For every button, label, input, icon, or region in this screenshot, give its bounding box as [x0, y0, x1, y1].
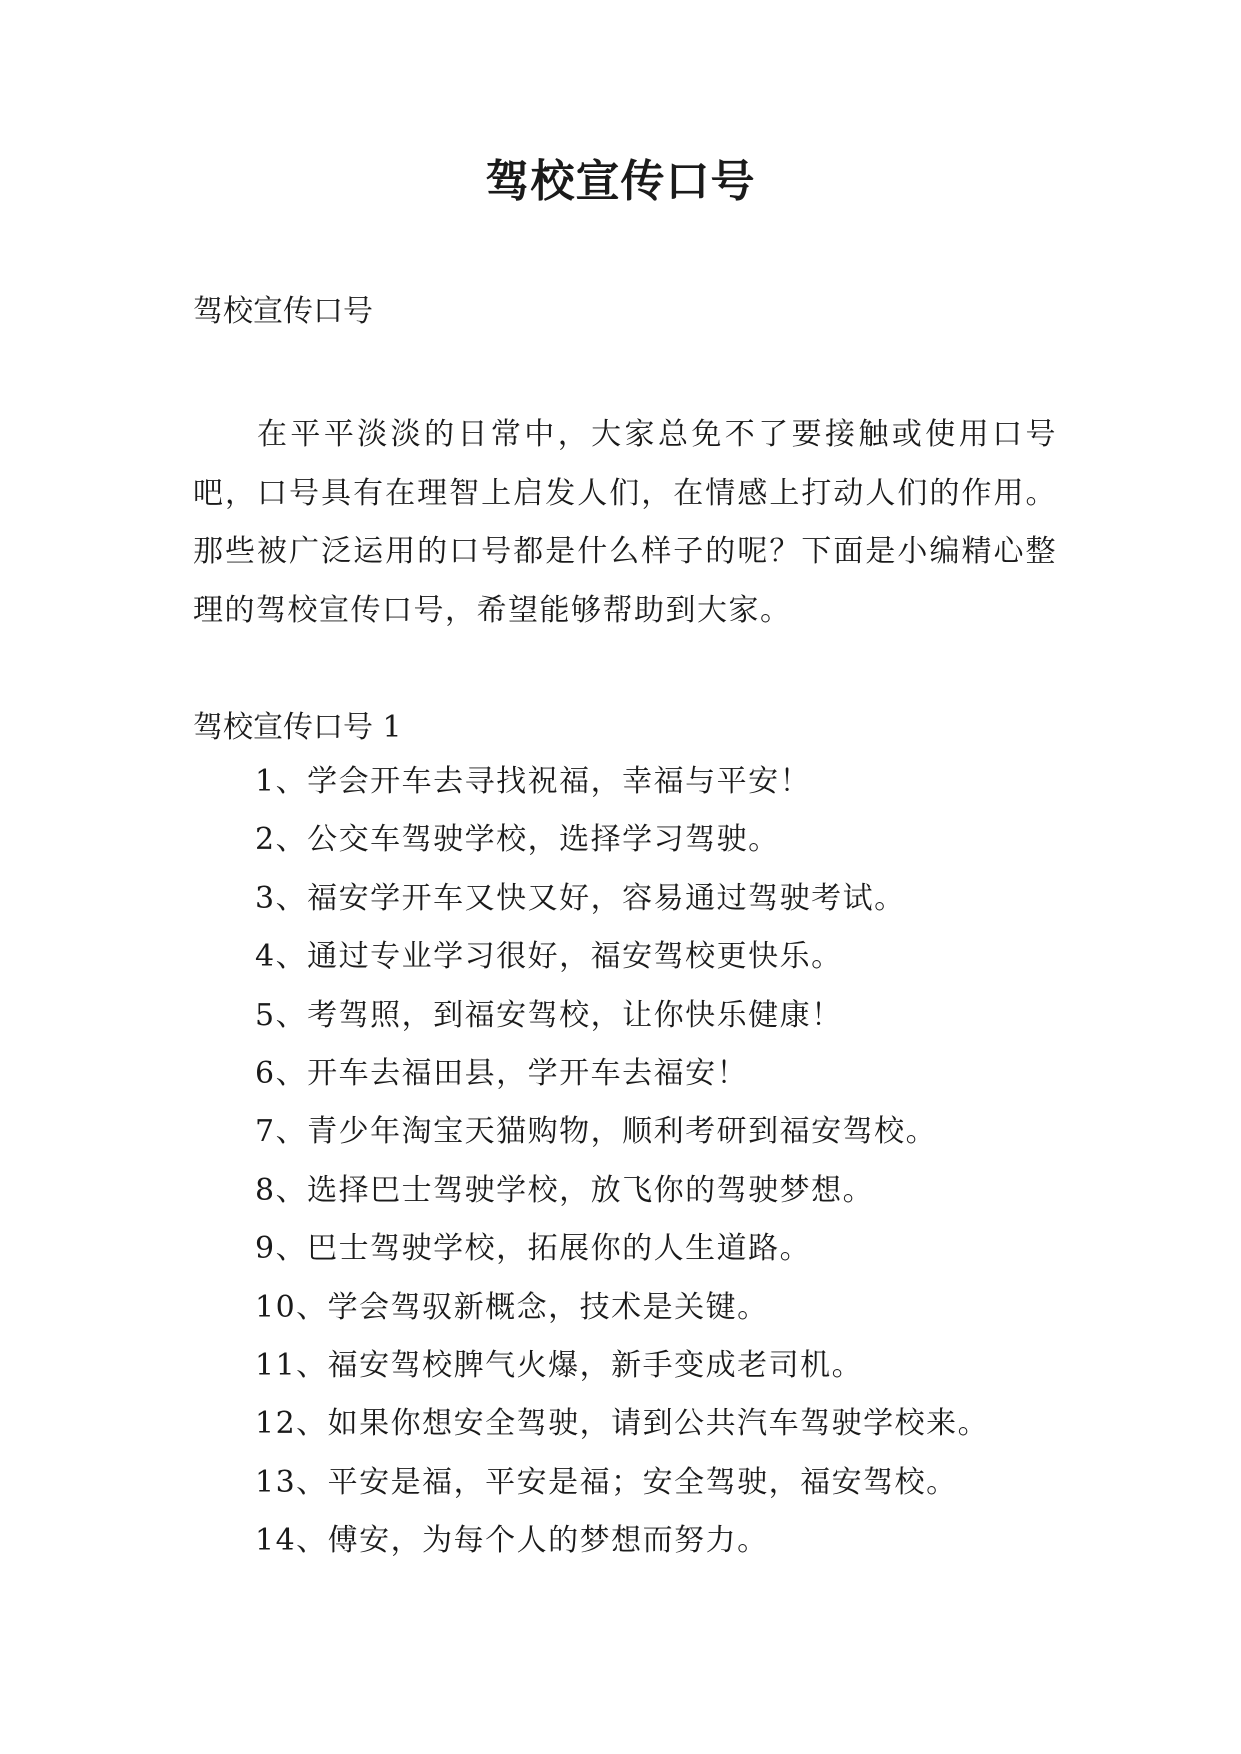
slogan-item: 9、巴士驾驶学校，拓展你的人生道路。	[255, 1231, 812, 1267]
section-heading: 驾校宣传口号 1	[193, 710, 402, 745]
slogan-item: 1、学会开车去寻找祝福，幸福与平安！	[255, 764, 812, 799]
slogan-item: 3、福安学开车又快又好，容易通过驾驶考试。	[255, 880, 906, 916]
slogan-item: 12、如果你想安全驾驶，请到公共汽车驾驶学校来。	[255, 1406, 990, 1442]
slogan-item: 2、公交车驾驶学校，选择学习驾驶。	[255, 822, 780, 858]
document-subtitle: 驾校宣传口号	[193, 294, 373, 329]
intro-paragraph: 在平平淡淡的日常中，大家总免不了要接触或使用口号吧，口号具有在理智上启发人们，在情感上打动人们的作用。那些被广泛运用的口号都是什么样子的呢？下面是小编精心整理的驾校宣传口号，希望能够帮助到大家。	[193, 417, 1057, 628]
document-title: 驾校宣传口号	[485, 156, 756, 207]
slogan-item: 11、福安驾校脾气火爆，新手变成老司机。	[255, 1347, 864, 1383]
slogan-item: 14、傅安，为每个人的梦想而努力。	[255, 1523, 769, 1559]
slogan-item: 6、开车去福田县，学开车去福安！	[255, 1055, 749, 1091]
slogan-item: 7、青少年淘宝天猫购物，顺利考研到福安驾校。	[255, 1114, 938, 1150]
slogan-item: 4、通过专业学习很好，福安驾校更快乐。	[255, 939, 843, 975]
slogan-list	[255, 760, 989, 1577]
slogan-item: 10、学会驾驭新概念，技术是关键。	[255, 1289, 769, 1325]
slogan-item: 8、选择巴士驾驶学校，放飞你的驾驶梦想。	[255, 1172, 875, 1208]
slogan-item: 5、考驾照，到福安驾校，让你快乐健康！	[255, 997, 843, 1033]
slogan-item: 13、平安是福，平安是福；安全驾驶，福安驾校。	[255, 1464, 958, 1500]
